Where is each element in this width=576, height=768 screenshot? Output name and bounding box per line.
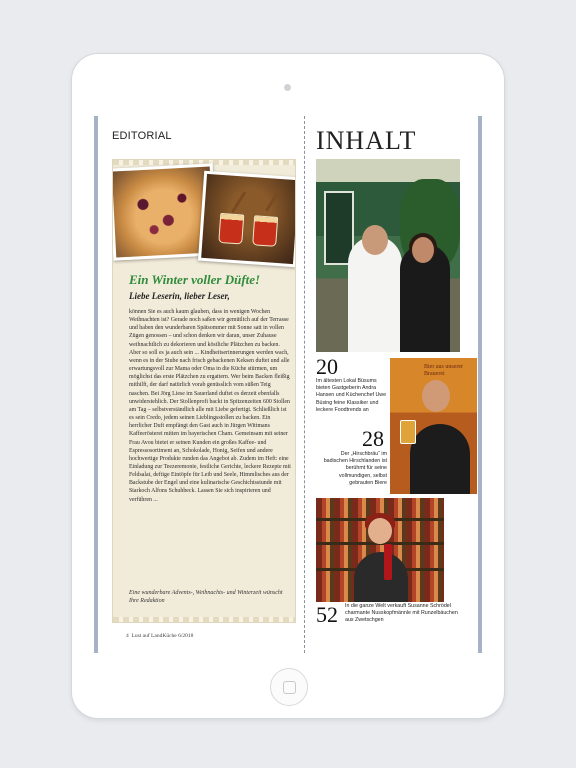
editorial-card <box>112 159 296 623</box>
folio-page-number: 4 <box>126 633 129 639</box>
contents-entry-text: In die ganze Welt verkauft Susanne Schrödel charmante Nusskopfmännle mit Runzelbäuchen aus Zwetschgen <box>345 603 458 624</box>
editorial-signoff: Eine wunderbare Advents-, Weihnachts- und Winterzeit wünscht Ihre Redaktion <box>129 590 283 604</box>
contents-entry-text: Im ältesten Lokal Büsums bieten Gastgeberin Andra Hansen und Küchenchef Uwe Büsing feine Klassiker und leckere Foodtrends an <box>316 378 387 413</box>
contents-page-number: 52 <box>316 602 338 627</box>
figurine-icon <box>384 544 392 580</box>
page-fold <box>304 116 305 653</box>
beer-glass-icon <box>400 420 416 444</box>
contents-page-number: 28 <box>362 426 384 451</box>
glass-icon <box>252 215 278 247</box>
glass-icon <box>218 213 244 245</box>
restaurant-hosts-photo <box>316 159 460 352</box>
editorial-salutation: Liebe Leserin, lieber Leser, <box>129 291 230 301</box>
contents-entry-text: Der „Hirschbräu“ im badischen Hirschlanden ist berühmt für seine vollmundigen, selbst gebrauten Biere <box>323 451 387 486</box>
editorial-title: Ein Winter voller Düfte! <box>129 272 261 287</box>
home-button[interactable] <box>270 668 308 706</box>
contents-title: INHALT <box>316 126 417 155</box>
magazine-spread[interactable] <box>94 116 482 653</box>
brewer-figure <box>410 424 470 494</box>
tablet-frame <box>72 54 504 718</box>
page-folio <box>126 633 193 639</box>
left-edge-bar <box>94 116 98 653</box>
folio-magazine: Lust auf LandKüche 6/2018 <box>131 633 194 639</box>
section-label: EDITORIAL <box>112 130 172 142</box>
brewery-sign: Bier aus unserer Brauerei <box>424 364 463 377</box>
maker-figure <box>354 552 408 602</box>
right-edge-bar <box>478 116 482 653</box>
camera-dot <box>284 84 291 91</box>
home-square-icon <box>283 681 296 694</box>
contents-page-number: 20 <box>316 354 338 379</box>
brewer-photo <box>390 358 477 494</box>
mulled-wine-photo <box>198 171 296 268</box>
editorial-body: können Sie es auch kaum glauben, dass in wenigen Wochen Weihnachten ist? Gerade noch saßen wir gemütlich auf der Terrasse und haben den wunderbaren Spätsommer mit Sonne satt in vollen Zügen genossen – und schon denken wir daran, unser Zuhause weihnachtlich zu dekorieren und köstliche Plätzchen zu backen. Aber so soll es ja auch sein ... Kindheitserinnerungen werden wach, wenn es in der Stube nach frisch gebackenen Keksen duftet und alle erwartungsvoll zur Mama oder Oma in die Küche stürmen, um möglichst das erste Plätzchen zu ergattern. Wer beim Backen fleißig mithilft, der darf natürlich vorab genüsslich vom süßen Teig naschen. Bei Jörg Liese im Sauerland duftet es derzeit ebenfalls unwiderstehlich. Der Stollenprofi backt in Spitzenzeiten 600 Stollen am Tag – selbstverständlich alle mit Liebe gefertigt. Schließlich ist es sein Credo, jedem seinen Lieblingsstollen zu backen. Ein herrlicher Duft empfängt den Gast auch in Jürgen Wittmans Kaffeerösterei mitten im bayerischen Cham. Gemeinsam mit seiner Frau Avou bietet er seinen Kunden ein großes Kaffee- und Espressosortiment an, Schokolade, Honig, Seifen und andere hochwertige Produkte runden das Angebot ab. Zudem im Heft: eine Einladung zur Teezeremonie, festliche Gerichte, leckere Rezepte mit Feldsalat, deftige Eintöpfe für Leib und Seele, Himmlisches aus der Backstube der Engel und eine kulinarische Geschichtsstunde mit Starkoch Alfons Schuhbeck. Lassen Sie sich inspirieren und verführen ... <box>129 309 291 503</box>
nutcracker-maker-photo <box>316 498 444 602</box>
